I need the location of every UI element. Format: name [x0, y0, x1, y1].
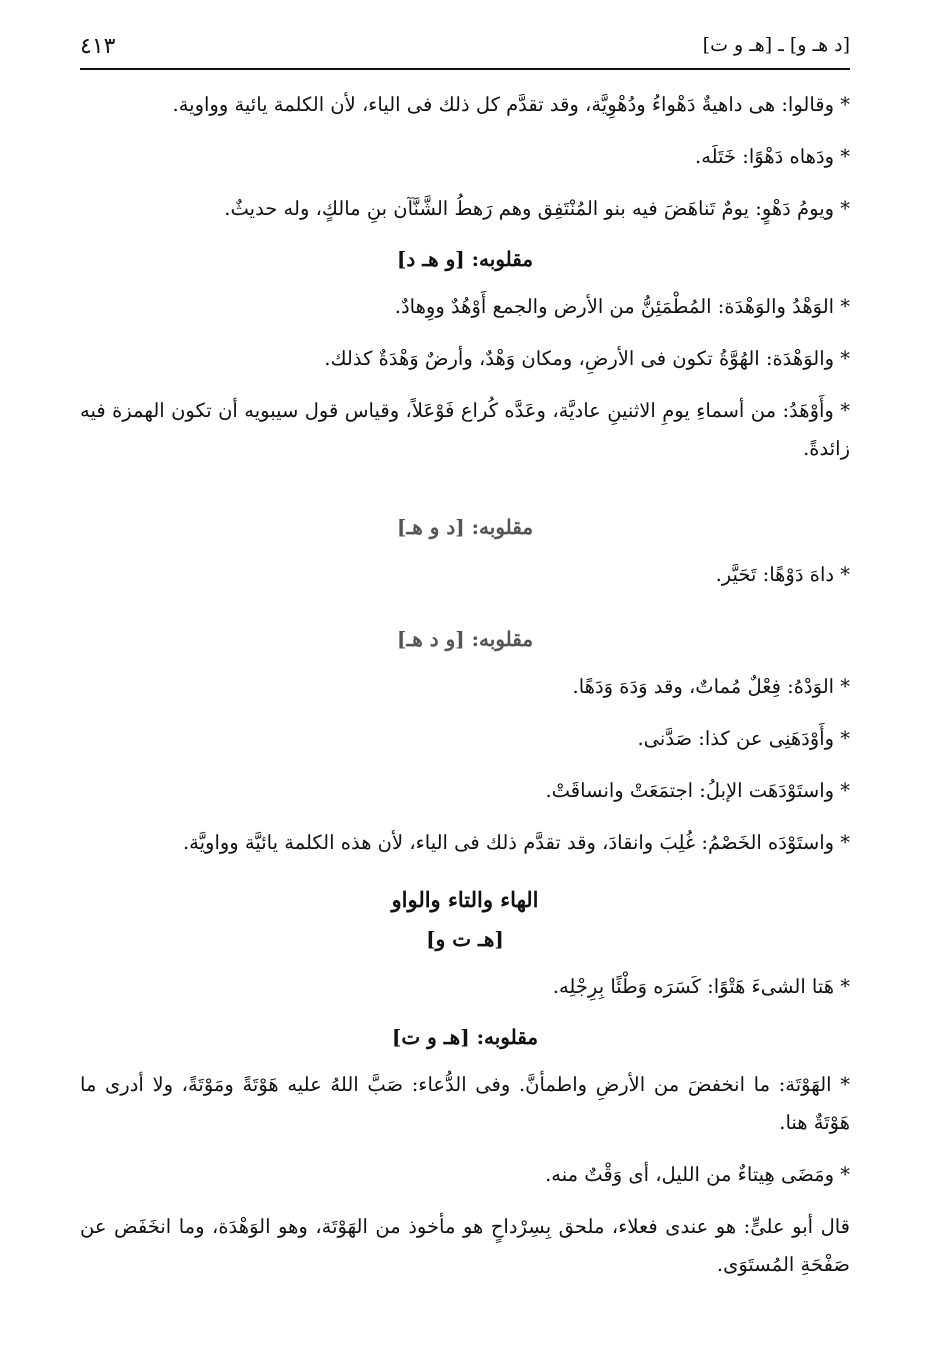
entry-al-wahda: * والوَهْدَة: الهُوَّةُ تكون فى الأرضِ، ومكان وَهْدٌ، وأرضٌ وَهْدَةٌ كذلك. — [324, 347, 850, 370]
page-number: ٤١٣ — [80, 34, 116, 59]
section-heading-w-d-h: مقلوبه: [و د هـ] — [396, 627, 534, 651]
entry-dahah-dahwan: * ودَهاه دَهْوًا: خَتَلَه. — [695, 145, 850, 168]
entry-istawdahat: * واستَوْدَهَت الإبلُ: اجتمَعَتْ وانساقَتْ. — [545, 779, 850, 802]
section-heading-d-w-h: مقلوبه: [د و هـ] — [396, 515, 534, 539]
entry-istawdah-al-khasm: * واستَوْدَه الخَصْمُ: غُلِبَ وانقادَ، وقد تقدَّم ذلك فى الياء، لأن هذه الكلمة يائيَّة وواويَّة. — [182, 831, 850, 854]
entry-dahwa-dahiya: * وقالوا: هى داهيةٌ دَهْواءُ ودُهْوِيَّة، وقد تقدَّم كل ذلك فى الياء، لأن الكلمة يائية وواوية. — [172, 93, 850, 116]
entry-dah-dawhan: * داهَ دَوْهًا: تَحَيَّر. — [715, 563, 850, 586]
spacer — [80, 608, 850, 618]
entry-awdahani: * وأَوْدَهَنِى عن كذا: صَدَّنى. — [637, 727, 850, 750]
section-heading-h-w-t: مقلوبه: [هـ و ت] — [391, 1025, 539, 1049]
spacer — [80, 482, 850, 506]
entry-hata-hatwan: * هَتا الشىءَ هَتْوًا: كَسَرَه وَطْئًا بِرِجْلِه. — [552, 975, 850, 998]
running-head: [د هـ و] ـ [هـ و ت] — [702, 34, 850, 56]
page-header — [80, 30, 850, 68]
entry-awhad: * وأَوْهَدُ: من أسماءِ يومِ الاثنينِ عاديَّة، وعَدَّه كُراع فَوْعَلاً، وقياس قول سيبويه أن تكون الهمزة فيه زائدةً. — [80, 399, 850, 460]
entry-al-wadh: * الوَدْهُ: فِعْلٌ مُماتٌ، وقد وَدَهَ وَدَهًا. — [572, 675, 850, 698]
header-rule — [80, 68, 850, 70]
entry-hiyta: * ومَضَى هِيتاءٌ من الليل، أى وَقْتٌ منه. — [545, 1163, 850, 1186]
root-heading-h-t-w: [هـ ت و] — [426, 927, 504, 951]
entry-abu-ali: قال أبو علىٍّ: هو عندى فعلاء، ملحق بِسِرْداحٍ هو مأخوذ من الهَوْتَة، وهو الوَهْدَة، وما انخَفَض عن صَفْحَةِ المُستَوَى. — [80, 1215, 850, 1276]
page-body — [80, 86, 850, 1298]
entry-al-hawta: * الهَوْتَة: ما انخفضَ من الأرضِ واطمأنَّ. وفى الدُّعاء: صَبَّ اللهُ عليه هَوْتَةً ومَوْتَةً، ولا أدرى ما هَوْتَةٌ هنا. — [80, 1073, 850, 1134]
section-heading-w-h-d: مقلوبه: [و هـ د] — [396, 247, 534, 271]
chapter-heading: الهاء والتاء والواو — [391, 887, 539, 912]
entry-yawm-dahw: * ويومُ دَهْوٍ: يومٌ تَناهَضَ فيه بنو المُنْتَفِق وهم رَهطُ الشَّنَّآن بنِ مالكٍ، وله حديثٌ. — [224, 197, 850, 220]
entry-al-wahd: * الوَهْدُ والوَهْدَة: المُطْمَئِنُّ من الأرض والجمع أَوْهُدٌ ووِهادٌ. — [394, 295, 850, 318]
